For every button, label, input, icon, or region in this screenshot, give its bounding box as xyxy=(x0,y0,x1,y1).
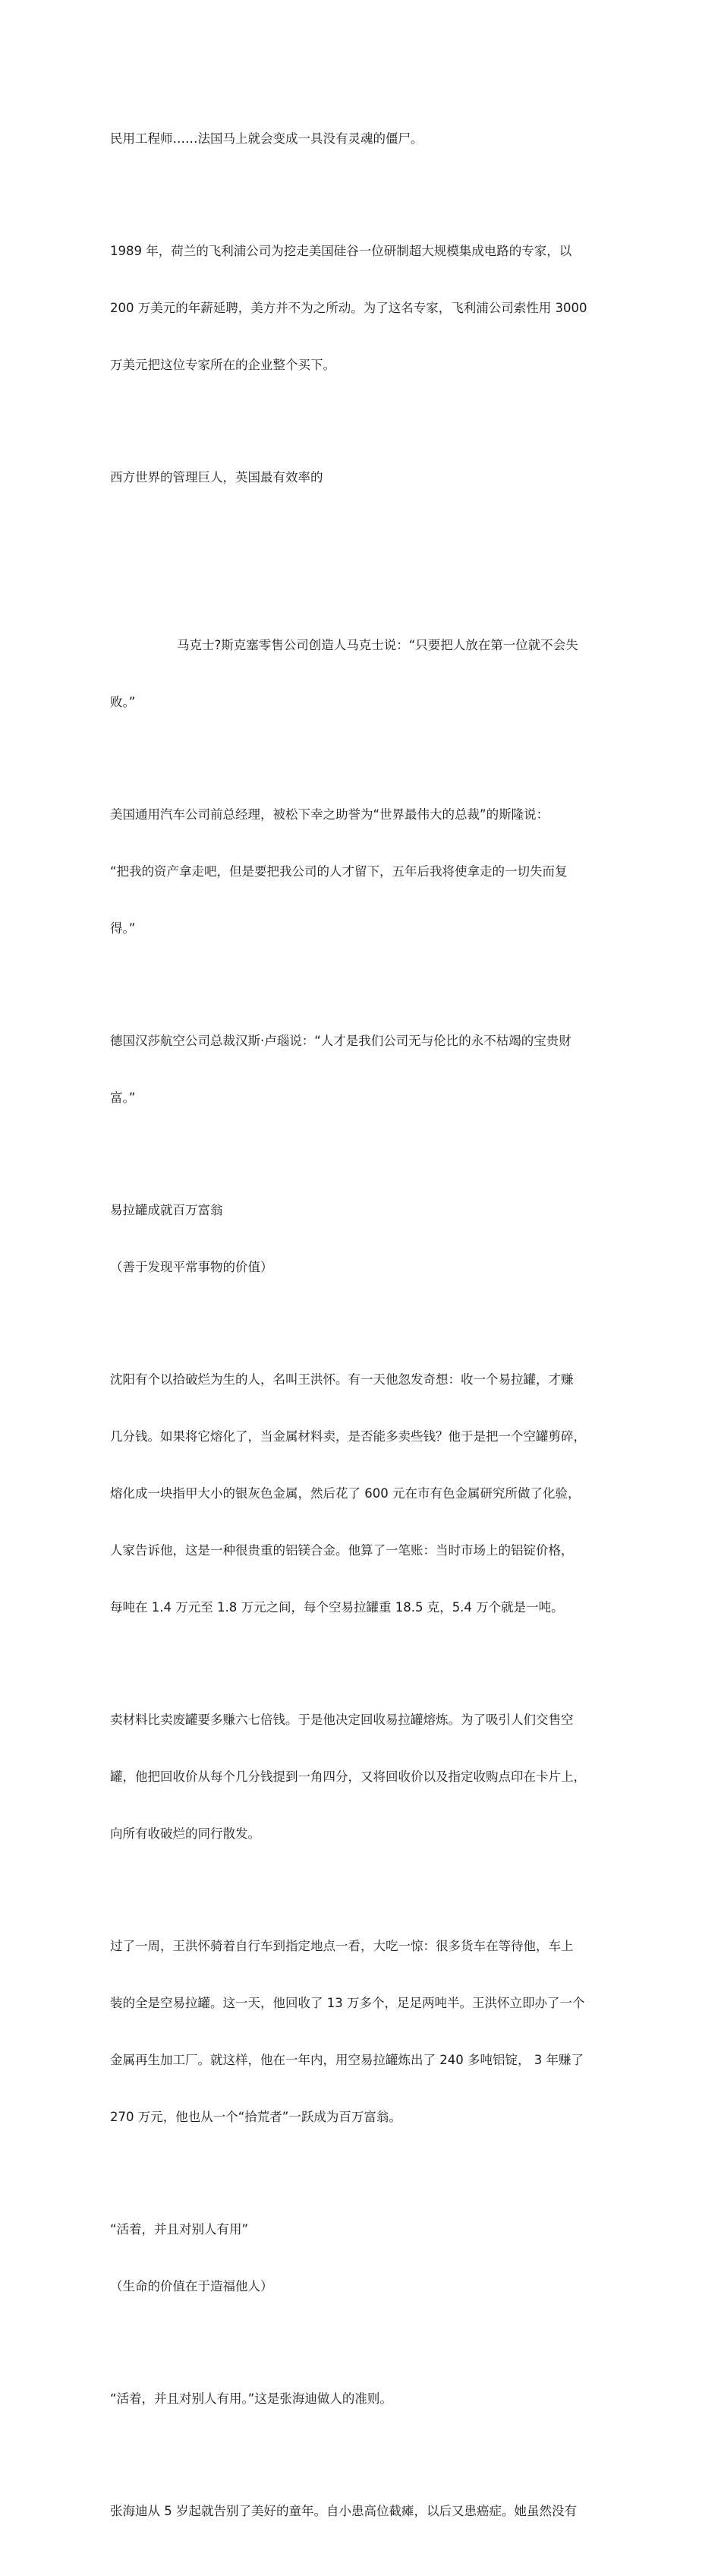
text-line: 败。” xyxy=(110,695,136,709)
paragraph-3 xyxy=(110,430,626,525)
text-line: 1989 年，荷兰的飞利浦公司为挖走美国硅谷一位研制超大规模集成电路的专家，以 xyxy=(110,244,572,258)
paragraph-8 xyxy=(110,1332,626,1655)
paragraph-13 xyxy=(110,2464,626,2559)
blank-space xyxy=(110,542,626,598)
text-line: 马克士?斯克塞零售公司创造人马克士说：“只要把人放在第一位就不会失 xyxy=(177,638,578,652)
text-line: 卖材料比卖废罐要多赚六七倍钱。于是他决定回收易拉罐熔炼。为了吸引人们交售空 xyxy=(110,1713,574,1727)
text-line: 罐，他把回收价从每个几分钱提到一角四分，又将回收价以及指定收购点印在卡片上， xyxy=(110,1769,586,1784)
paragraph-9 xyxy=(110,1672,626,1881)
paragraph-2 xyxy=(110,204,626,412)
paragraph-6 xyxy=(110,993,626,1145)
section-heading-useful xyxy=(110,2182,626,2334)
paragraph-5 xyxy=(110,767,626,976)
text-line: 美国通用汽车公司前总经理，被松下幸之助誉为“世界最伟大的总裁”的斯隆说： xyxy=(110,807,549,822)
text-line: 熔化成一块指甲大小的银灰色金属，然后花了 600 元在市有色金属研究所做了化验， xyxy=(110,1486,581,1501)
text-line: “把我的资产拿走吧，但是要把我公司的人才留下，五年后我将使拿走的一切失而复 xyxy=(110,864,568,879)
text-line: 沈阳有个以拾破烂为生的人，名叫王洪怀。有一天他忽发奇想：收一个易拉罐，才赚 xyxy=(110,1372,574,1387)
section-heading-cans xyxy=(110,1163,626,1315)
subheading-line: （善于发现平常事物的价值） xyxy=(110,1260,273,1274)
text-line: 向所有收破烂的同行散发。 xyxy=(110,1826,260,1841)
text-line: 几分钱。如果将它熔化了，当金属材料卖，是否能多卖些钱？他于是把一个空罐剪碎， xyxy=(110,1429,586,1444)
text-line: 人家告诉他，这是一种很贵重的铝镁合金。他算了一笔账：当时市场上的铝锭价格， xyxy=(110,1543,574,1558)
text-line: 万美元把这位专家所在的企业整个买下。 xyxy=(110,358,335,372)
text-line: 200 万美元的年薪延聘，美方并不为之所动。为了这名专家，飞利浦公司索性用 3000 xyxy=(110,301,587,315)
text-line: 过了一周，王洪怀骑着自行车到指定地点一看，大吃一惊：很多货车在等待他，车上 xyxy=(110,1939,574,1953)
subheading-line: （生命的价值在于造福他人） xyxy=(110,2279,273,2293)
text-line: 每吨在 1.4 万元至 1.8 万元之间，每个空易拉罐重 18.5 克，5.4 万个就是一吨。 xyxy=(110,1600,564,1615)
document-body xyxy=(110,91,626,2576)
text-line: 德国汉莎航空公司总裁汉斯·卢瑙说：“人才是我们公司无与伦比的永不枯竭的宝贵财 xyxy=(110,1034,571,1048)
text-line: 装的全是空易拉罐。这一天，他回收了 13 万多个，足足两吨半。王洪怀立即办了一个 xyxy=(110,1996,585,2010)
text-line: 西方世界的管理巨人，英国最有效率的 xyxy=(110,470,323,485)
text-line: 金属再生加工厂。就这样，他在一年内，用空易拉罐炼出了 240 多吨铝锭， 3 年赚了 xyxy=(110,2053,584,2067)
paragraph-1 xyxy=(110,91,626,186)
text-line: 张海迪从 5 岁起就告别了美好的童年。自小患高位截瘫，以后又患癌症。她虽然没有 xyxy=(110,2504,577,2518)
text-line: 270 万元，他也从一个“拾荒者”一跃成为百万富翁。 xyxy=(110,2110,401,2124)
text-line: 得。” xyxy=(110,921,136,936)
heading-line: “活着，并且对别人有用” xyxy=(110,2222,249,2237)
text-line: “活着，并且对别人有用。”这是张海迪做人的准则。 xyxy=(110,2391,392,2406)
heading-line: 易拉罐成就百万富翁 xyxy=(110,1203,223,1217)
paragraph-12 xyxy=(110,2351,626,2446)
paragraph-4 xyxy=(110,598,626,750)
text-line: 民用工程师……法国马上就会变成一具没有灵魂的僵尸。 xyxy=(110,131,423,146)
paragraph-10 xyxy=(110,1899,626,2164)
text-line: 富。” xyxy=(110,1091,136,1105)
